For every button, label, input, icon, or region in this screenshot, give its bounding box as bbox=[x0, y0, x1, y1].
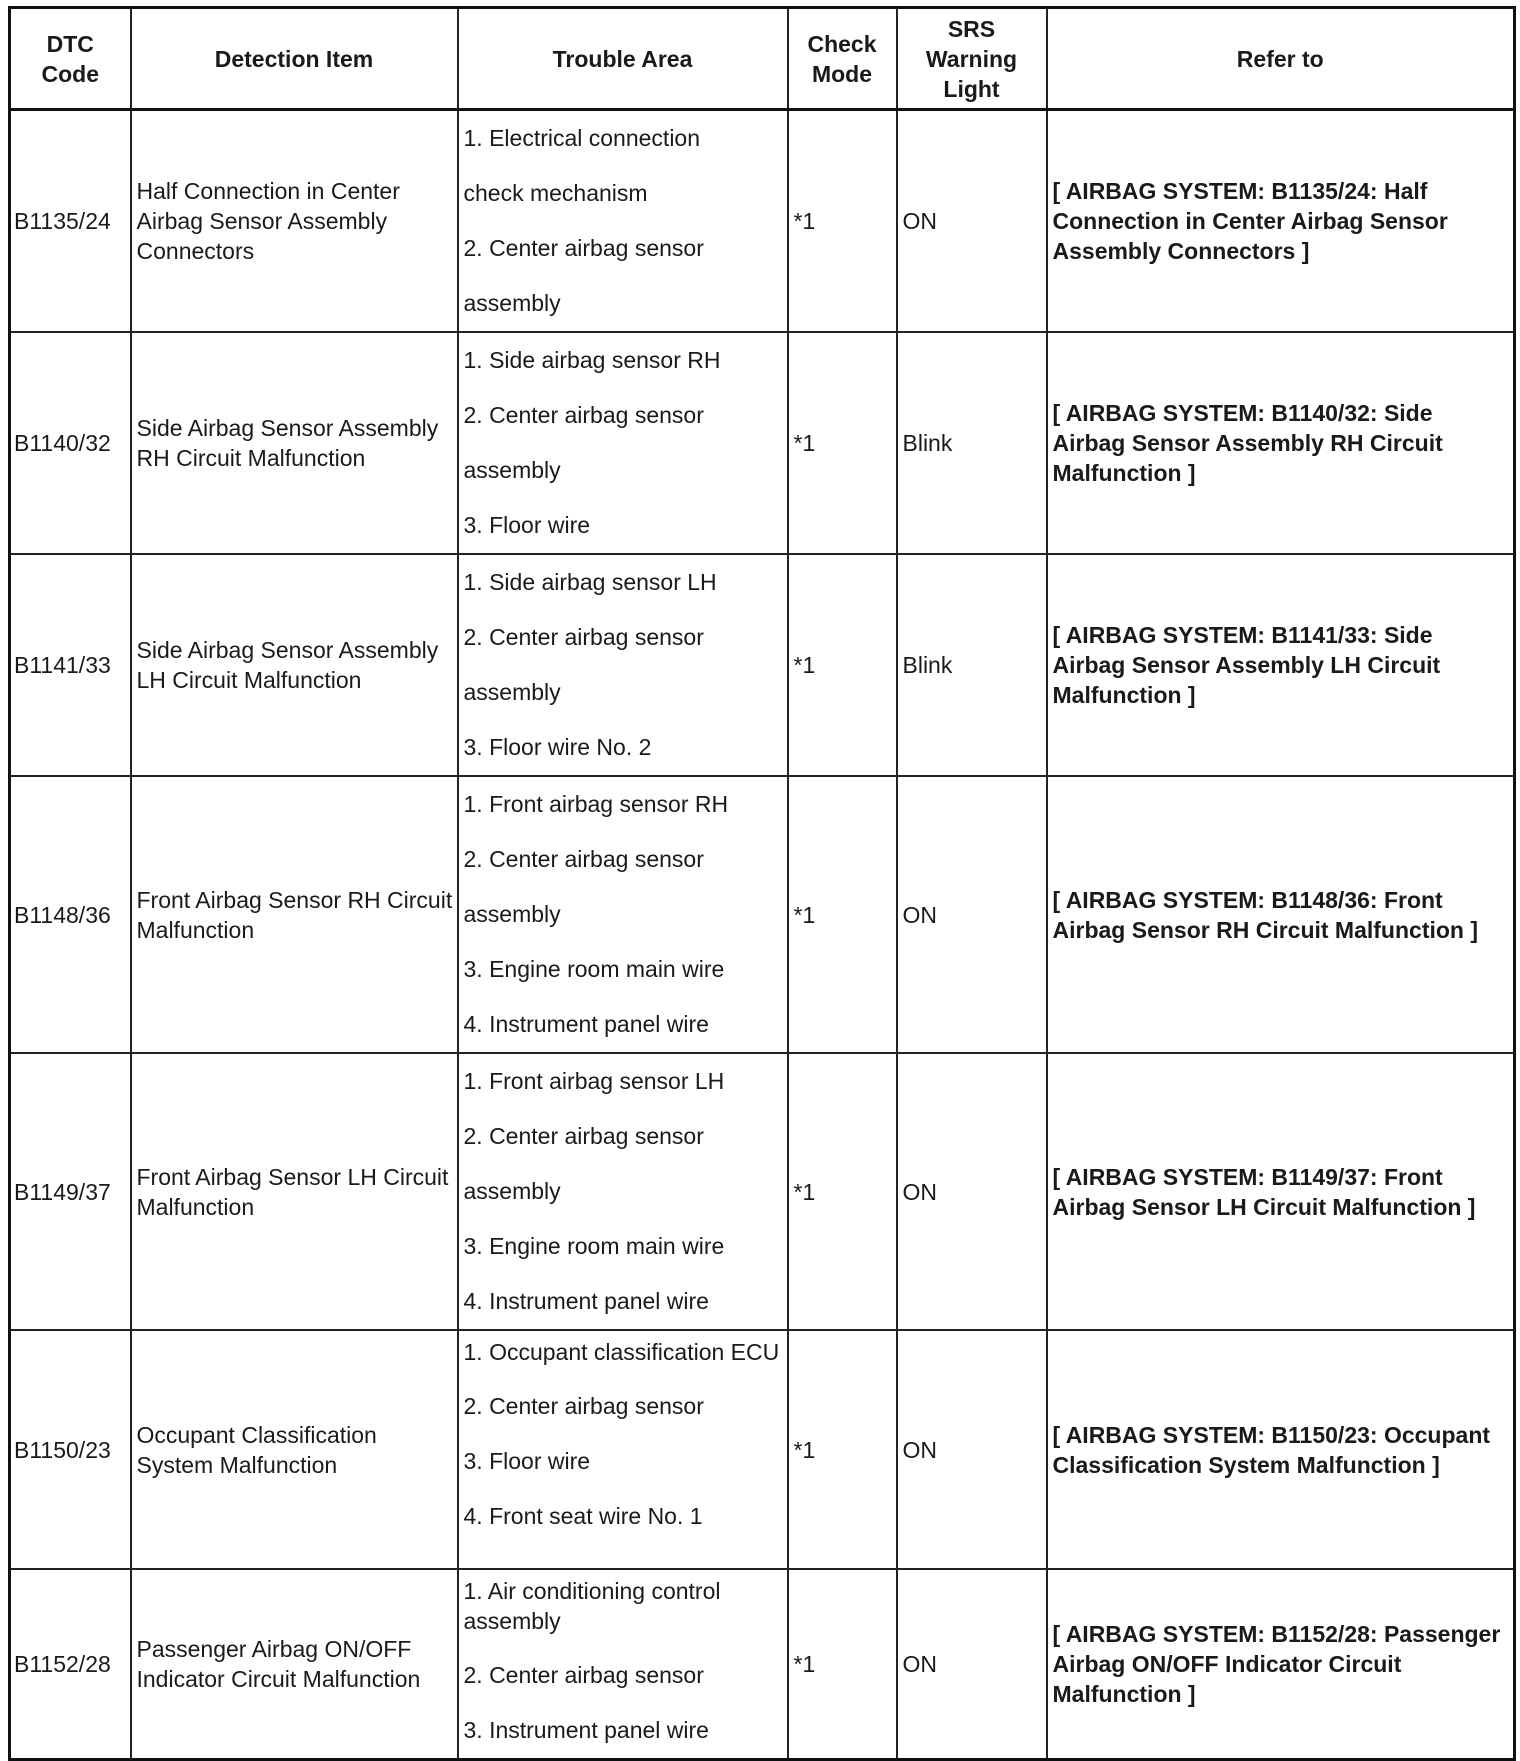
trouble-area-item: 4. Instrument panel wire bbox=[463, 1011, 709, 1037]
table-row bbox=[10, 554, 1515, 776]
refer-to-link[interactable]: [ AIRBAG SYSTEM: B1148/36: Front Airbag Sensor RH Circuit Malfunction ] bbox=[1047, 776, 1515, 1053]
dtc-code-cell: B1149/37 bbox=[10, 1053, 131, 1330]
refer-to-link[interactable]: [ AIRBAG SYSTEM: B1150/23: Occupant Classification System Malfunction ] bbox=[1047, 1330, 1515, 1569]
dtc-code-cell: B1140/32 bbox=[10, 332, 131, 554]
trouble-area-item: 1. Front airbag sensor LH bbox=[463, 1068, 725, 1094]
detection-item-cell: Side Airbag Sensor Assembly LH Circuit Malfunction bbox=[131, 554, 458, 776]
trouble-area-item: 3. Engine room main wire bbox=[463, 956, 725, 982]
check-mode-cell: *1 bbox=[788, 332, 897, 554]
trouble-area-cell bbox=[458, 1053, 788, 1330]
trouble-area-item: 2. Center airbag sensor bbox=[463, 1393, 704, 1419]
refer-to-link[interactable]: [ AIRBAG SYSTEM: B1152/28: Passenger Airbag ON/OFF Indicator Circuit Malfunction ] bbox=[1047, 1569, 1515, 1760]
table-row bbox=[10, 332, 1515, 554]
detection-item-cell: Occupant Classification System Malfunction bbox=[131, 1330, 458, 1569]
refer-to-link[interactable]: [ AIRBAG SYSTEM: B1141/33: Side Airbag Sensor Assembly LH Circuit Malfunction ] bbox=[1047, 554, 1515, 776]
detection-item-cell: Passenger Airbag ON/OFF Indicator Circuit Malfunction bbox=[131, 1569, 458, 1760]
refer-to-link[interactable]: [ AIRBAG SYSTEM: B1149/37: Front Airbag Sensor LH Circuit Malfunction ] bbox=[1047, 1053, 1515, 1330]
trouble-area-item: 1. Air conditioning control assembly bbox=[463, 1578, 721, 1634]
trouble-area-item: 1. Electrical connection bbox=[463, 125, 701, 151]
check-mode-cell: *1 bbox=[788, 776, 897, 1053]
trouble-area-item: 2. Center airbag sensor bbox=[463, 1662, 704, 1688]
header-check-mode: Check Mode bbox=[788, 8, 897, 110]
header-row bbox=[10, 8, 1515, 110]
check-mode-cell: *1 bbox=[788, 554, 897, 776]
srs-warning-light-cell: ON bbox=[897, 1569, 1047, 1760]
trouble-area-cell bbox=[458, 110, 788, 333]
table-row bbox=[10, 1569, 1515, 1760]
trouble-area-item: assembly bbox=[463, 679, 561, 705]
trouble-area-item: 2. Center airbag sensor bbox=[463, 846, 704, 872]
table-row bbox=[10, 1330, 1515, 1569]
dtc-table-container bbox=[8, 6, 1513, 1761]
detection-item-cell: Front Airbag Sensor LH Circuit Malfunction bbox=[131, 1053, 458, 1330]
check-mode-cell: *1 bbox=[788, 1569, 897, 1760]
srs-warning-light-cell: Blink bbox=[897, 554, 1047, 776]
trouble-area-cell bbox=[458, 1330, 788, 1569]
dtc-code-cell: B1141/33 bbox=[10, 554, 131, 776]
header-srs-warning-light: SRS Warning Light bbox=[897, 8, 1047, 110]
detection-item-cell: Front Airbag Sensor RH Circuit Malfunction bbox=[131, 776, 458, 1053]
srs-warning-light-cell: ON bbox=[897, 776, 1047, 1053]
trouble-area-cell bbox=[458, 554, 788, 776]
trouble-area-item: 4. Front seat wire No. 1 bbox=[463, 1503, 703, 1529]
srs-warning-light-cell: ON bbox=[897, 110, 1047, 333]
detection-item-cell: Side Airbag Sensor Assembly RH Circuit Malfunction bbox=[131, 332, 458, 554]
trouble-area-item: 1. Front airbag sensor RH bbox=[463, 791, 729, 817]
trouble-area-cell bbox=[458, 332, 788, 554]
trouble-area-item: 3. Floor wire bbox=[463, 1448, 591, 1474]
trouble-area-item: 1. Occupant classification ECU bbox=[463, 1339, 780, 1365]
trouble-area-item: 3. Engine room main wire bbox=[463, 1233, 725, 1259]
check-mode-cell: *1 bbox=[788, 1053, 897, 1330]
table-row bbox=[10, 110, 1515, 333]
trouble-area-item: 4. Instrument panel wire bbox=[463, 1288, 709, 1314]
header-dtc-code: DTC Code bbox=[10, 8, 131, 110]
trouble-area-item: 3. Floor wire bbox=[463, 512, 591, 538]
trouble-area-cell bbox=[458, 1569, 788, 1760]
trouble-area-item: 3. Instrument panel wire bbox=[463, 1717, 709, 1743]
dtc-code-cell: B1152/28 bbox=[10, 1569, 131, 1760]
header-trouble-area: Trouble Area bbox=[458, 8, 788, 110]
trouble-area-cell bbox=[458, 776, 788, 1053]
trouble-area-item: 3. Floor wire No. 2 bbox=[463, 734, 652, 760]
trouble-area-item: 1. Side airbag sensor LH bbox=[463, 569, 717, 595]
detection-item-cell: Half Connection in Center Airbag Sensor Assembly Connectors bbox=[131, 110, 458, 333]
trouble-area-item: 2. Center airbag sensor bbox=[463, 1123, 704, 1149]
srs-warning-light-cell: ON bbox=[897, 1053, 1047, 1330]
trouble-area-item: check mechanism bbox=[463, 180, 648, 206]
trouble-area-item: 2. Center airbag sensor bbox=[463, 624, 704, 650]
trouble-area-item: assembly bbox=[463, 1178, 561, 1204]
dtc-code-cell: B1150/23 bbox=[10, 1330, 131, 1569]
dtc-table bbox=[8, 6, 1516, 1761]
refer-to-link[interactable]: [ AIRBAG SYSTEM: B1140/32: Side Airbag Sensor Assembly RH Circuit Malfunction ] bbox=[1047, 332, 1515, 554]
srs-warning-light-cell: Blink bbox=[897, 332, 1047, 554]
trouble-area-item: 2. Center airbag sensor bbox=[463, 402, 704, 428]
header-detection-item: Detection Item bbox=[131, 8, 458, 110]
check-mode-cell: *1 bbox=[788, 110, 897, 333]
trouble-area-item: assembly bbox=[463, 290, 561, 316]
table-row bbox=[10, 776, 1515, 1053]
trouble-area-item: 2. Center airbag sensor bbox=[463, 235, 704, 261]
table-row bbox=[10, 1053, 1515, 1330]
trouble-area-item: assembly bbox=[463, 457, 561, 483]
trouble-area-item: 1. Side airbag sensor RH bbox=[463, 347, 721, 373]
header-refer-to: Refer to bbox=[1047, 8, 1515, 110]
trouble-area-item: assembly bbox=[463, 901, 561, 927]
refer-to-link[interactable]: [ AIRBAG SYSTEM: B1135/24: Half Connection in Center Airbag Sensor Assembly Connectors ] bbox=[1047, 110, 1515, 333]
srs-warning-light-cell: ON bbox=[897, 1330, 1047, 1569]
dtc-code-cell: B1148/36 bbox=[10, 776, 131, 1053]
dtc-code-cell: B1135/24 bbox=[10, 110, 131, 333]
check-mode-cell: *1 bbox=[788, 1330, 897, 1569]
